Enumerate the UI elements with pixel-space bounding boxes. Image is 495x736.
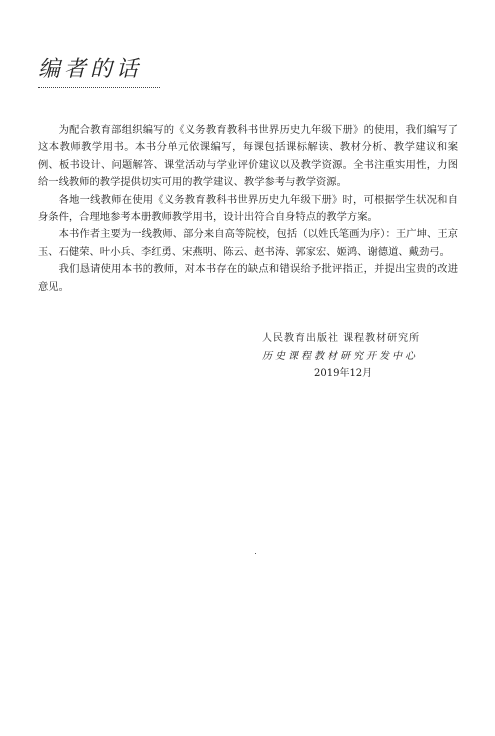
paragraph-intro: 为配合教育部组织编写的《义务教育教科书世界历史九年级下册》的使用，我们编写了这本教师教学用书。本书分单元依课编写，每课包括课标解读、教材分析、教学建议和案例、板书设计、问题解答、课堂活动与学业评价建议以及教学资源。全书注重实用性，力图给一线教师的教学提供切实可用的教学建议、教学参考与教学资源。 <box>38 124 458 189</box>
title-underline <box>38 87 160 88</box>
preface-body <box>38 122 458 296</box>
paragraph-feedback: 我们恳请使用本书的教师，对本书存在的缺点和错误给予批评指正，并提出宝贵的改进意见。 <box>38 263 458 293</box>
paragraph-authors: 本书作者主要为一线教师、部分来自高等院校，包括（以姓氏笔画为序）：王广坤、王京玉、石健荣、叶小兵、李红勇、宋燕明、陈云、赵书涛、郭家宏、姬鸿、谢德道、戴劲弓。 <box>38 228 458 258</box>
signature-block <box>262 330 420 383</box>
paragraph-usage: 各地一线教师在使用《义务教育教科书世界历史九年级下册》时，可根据学生状况和自身条件，合理地参考本册教师教学用书，设计出符合自身特点的教学方案。 <box>38 193 458 224</box>
date-line: 2019年12月 <box>314 368 373 379</box>
page-title: 编者的话 <box>38 57 143 82</box>
center-line: 历史课程教材研究开发中心 <box>262 350 418 362</box>
publisher-line: 人民教育出版社 课程教材研究所 <box>262 333 421 344</box>
page-mark <box>255 553 256 554</box>
